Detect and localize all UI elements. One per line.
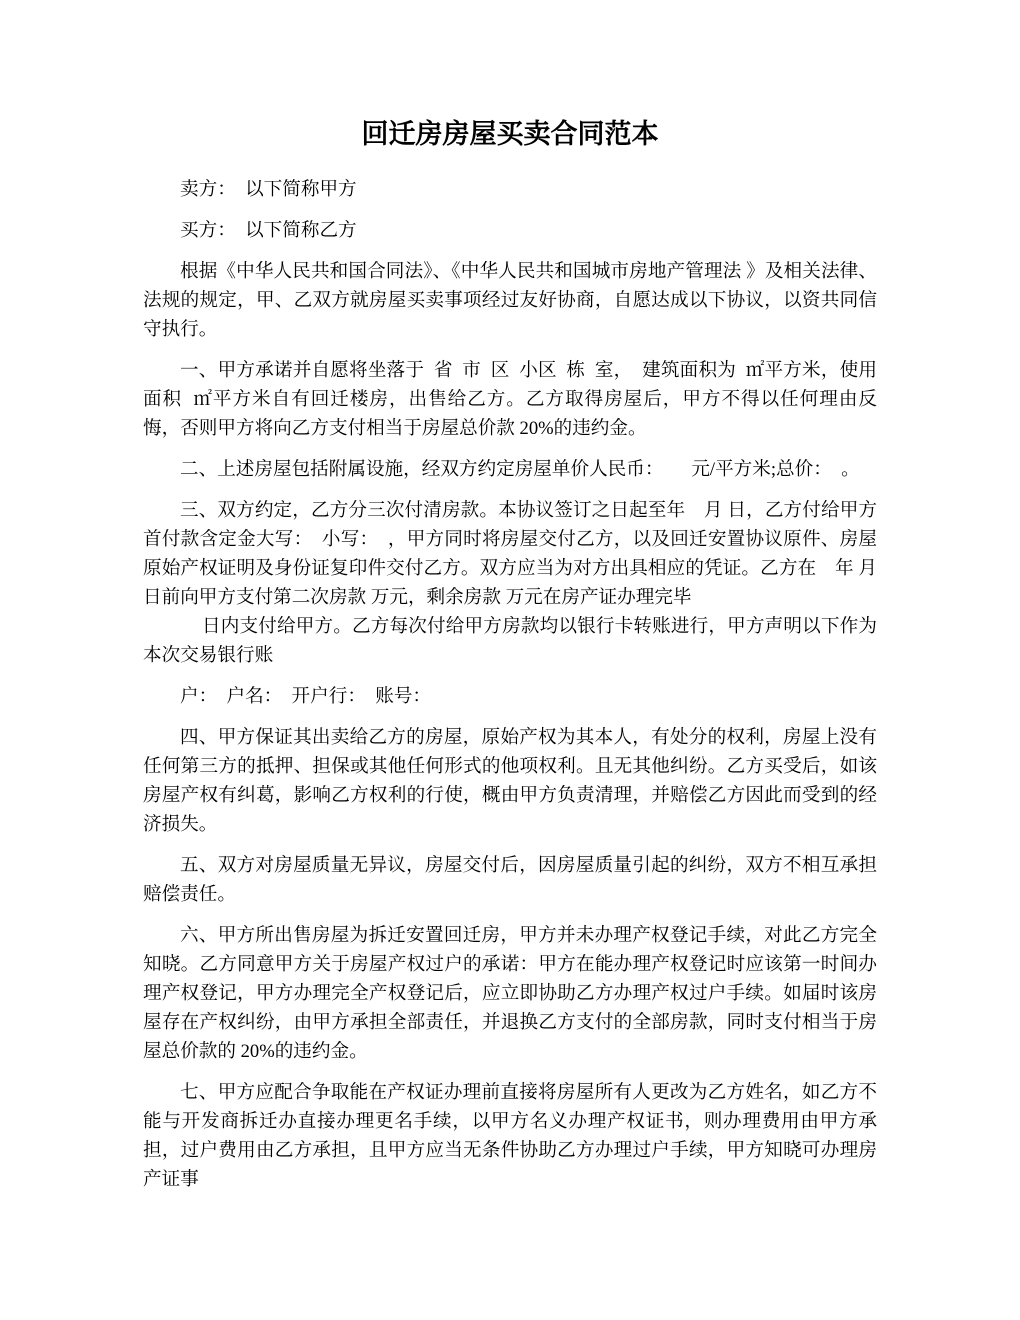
clause-5: 五、双方对房屋质量无异议，房屋交付后，因房屋质量引起的纠纷，双方不相互承担赔偿责任。 <box>143 855 877 905</box>
bank-account-line: 户： 户名： 开户行： 账号： <box>180 686 432 707</box>
clause-2: 二、上述房屋包括附属设施，经双方约定房屋单价人民币： 元/平方米;总价： 。 <box>180 459 860 480</box>
clause-4: 四、甲方保证其出卖给乙方的房屋，原始产权为其本人，有处分的权利，房屋上没有任何第三方的抵押、担保或其他任何形式的他项权利。且无其他纠纷。乙方买受后，如该房屋产权有纠葛，影响乙方权利的行使，概由甲方负责清理，并赔偿乙方因此而受到的经济损失。 <box>143 727 877 835</box>
preamble: 根据《中华人民共和国合同法》、《中华人民共和国城市房地产管理法 》及相关法律、法规的规定，甲、乙双方就房屋买卖事项经过友好协商，自愿达成以下协议，以资共同信守执行。 <box>143 261 877 340</box>
seller-line: 卖方： 以下简称甲方 <box>180 179 357 200</box>
clause-3-payment-continuation: 日内支付给甲方。乙方每次付给甲方房款均以银行卡转账进行，甲方声明以下作为本次交易银行账 <box>143 616 877 666</box>
document-title: 回迁房房屋买卖合同范本 <box>361 119 659 149</box>
clause-6: 六、甲方所出售房屋为拆迁安置回迁房，甲方并未办理产权登记手续，对此乙方完全知晓。乙方同意甲方关于房屋产权过户的承诺：甲方在能办理产权登记时应该第一时间办理产权登记，甲方办理完全产权登记后，应立即协助乙方办理产权过户手续。如届时该房屋存在产权纠纷，由甲方承担全部责任，并退换乙方支付的全部房款，同时支付相当于房屋总价款的 20%的违约金。 <box>143 925 877 1062</box>
clause-1: 一、甲方承诺并自愿将坐落于 省 市 区 小区 栋 室， 建筑面积为 ㎡平方米，使用面积 ㎡平方米自有回迁楼房，出售给乙方。乙方取得房屋后，甲方不得以任何理由反悔，否则甲方将向乙方支付相当于房屋总价款 20%的违约金。 <box>143 360 877 439</box>
clause-3: 三、双方约定，乙方分三次付清房款。本协议签订之日起至年 月 日，乙方付给甲方首付款含定金大写： 小写： ，甲方同时将房屋交付乙方，以及回迁安置协议原件、房屋原始产权证明及身份证复印件交付乙方。双方应当为对方出具相应的凭证。乙方在 年 月日前向甲方支付第二次房款 万元，剩余房款 万元在房产证办理完毕 <box>143 500 877 608</box>
clause-7: 七、甲方应配合争取能在产权证办理前直接将房屋所有人更改为乙方姓名，如乙方不能与开发商拆迁办直接办理更名手续，以甲方名义办理产权证书，则办理费用由甲方承担，过户费用由乙方承担，且甲方应当无条件协助乙方办理过户手续，甲方知晓可办理房产证事 <box>143 1082 877 1190</box>
buyer-line: 买方： 以下简称乙方 <box>180 220 357 241</box>
document-body <box>143 175 877 1194</box>
